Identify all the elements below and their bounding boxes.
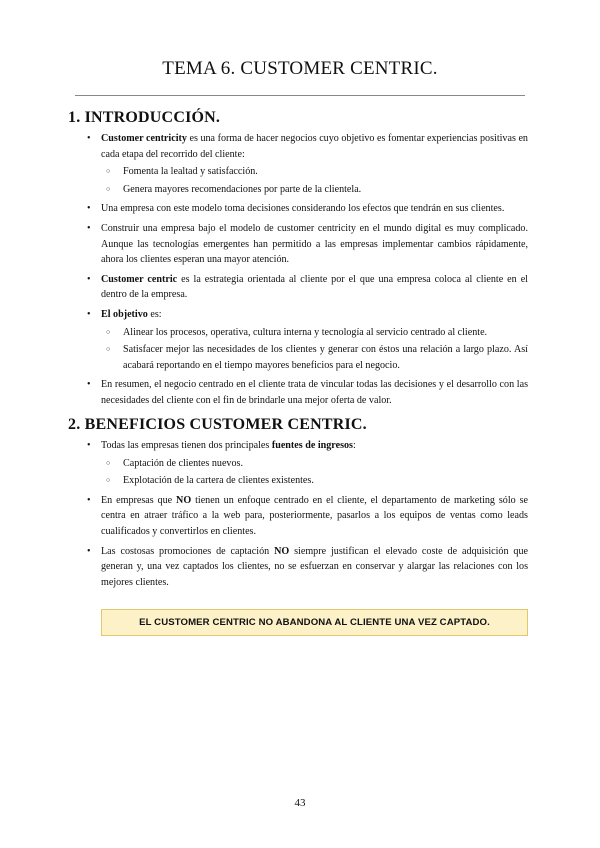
sub-list-item: ○ Fomenta la lealtad y satisfacción.: [84, 164, 528, 180]
list-item: [84, 272, 528, 303]
title-divider: [75, 95, 525, 96]
sub-list-item: ○ Explotación de la cartera de clientes existentes.: [84, 473, 528, 489]
item-text: Todas las empresas tienen dos principales: [101, 440, 272, 451]
page-title: TEMA 6. CUSTOMER CENTRIC.: [162, 58, 438, 79]
item-text: es:: [147, 308, 162, 320]
section-heading-introduccion: 1. INTRODUCCIÓN.: [68, 109, 221, 126]
item-text: es la estrategia orientada al cliente por el que una empresa coloca al cliente en el dentro de la empresa.: [101, 273, 528, 301]
bold-term: Customer centricity: [101, 133, 187, 144]
list-item: [84, 438, 528, 454]
sub-list-item: ○ Alinear los procesos, operativa, cultura interna y tecnología al servicio centrado al cliente.: [84, 325, 528, 341]
sub-list-item: ○ Captación de clientes nuevos.: [84, 456, 528, 472]
section-list-beneficios: [84, 438, 528, 590]
section-heading-beneficios: 2. BENEFICIOS CUSTOMER CENTRIC.: [68, 416, 367, 433]
item-text: es una forma de hacer negocios cuyo objetivo es fomentar experiencias positivas en cada etapa del recorrido del cliente:: [101, 133, 528, 160]
list-item: • Construir una empresa bajo el modelo de customer centricity en el mundo digital es muy complicado. Aunque las tecnologías emergentes han permitido a las empresas implementar cambios rápidamente, ahora los clientes esperan una mayor atención.: [84, 221, 528, 268]
item-text: En empresas que: [101, 494, 177, 506]
list-item: • En resumen, el negocio centrado en el cliente trata de vincular todas las decisiones y el desarrollo con las necesidades del cliente con el fin de brindarle una mejor oferta de valor.: [84, 377, 528, 408]
item-text: Las costosas promociones de captación: [101, 545, 275, 557]
bold-term: NO: [176, 494, 192, 506]
highlight-callout: EL CUSTOMER CENTRIC NO ABANDONA AL CLIENTE UNA VEZ CAPTADO.: [101, 609, 528, 636]
item-text: tienen un enfoque centrado en el cliente, el departamento de marketing sólo se centra en atraer tráfico a la web para, posteriormente, pasarlos a los equipos de ventas como leads cualificados y convertirlos en clientes.: [101, 494, 528, 537]
list-item: [84, 307, 528, 323]
bold-term: NO: [274, 545, 290, 557]
section-list-introduccion: [84, 131, 528, 409]
list-item: • Una empresa con este modelo toma decisiones considerando los efectos que tendrán en sus clientes.: [84, 201, 528, 217]
bold-term: Customer centric: [101, 273, 178, 285]
list-item: [84, 544, 528, 591]
list-item: [84, 493, 528, 540]
item-text: :: [352, 440, 356, 451]
page-number: 43: [294, 797, 306, 809]
bold-term: fuentes de ingresos: [271, 440, 353, 451]
sub-list-item: ○ Genera mayores recomendaciones por parte de la clientela.: [84, 182, 528, 198]
sub-list-item: ○ Satisfacer mejor las necesidades de los clientes y generar con éstos una relación a largo plazo. Así acabará reportando en el tiempo mayores beneficios para el negocio.: [84, 342, 528, 373]
item-text: siempre justifican el elevado coste de adquisición que generan y, una vez captados los clientes, no se esfuerzan en conservar y alargar las relaciones con los mejores clientes.: [101, 545, 529, 588]
list-item: [84, 131, 528, 162]
bold-term: El objetivo: [101, 308, 148, 320]
